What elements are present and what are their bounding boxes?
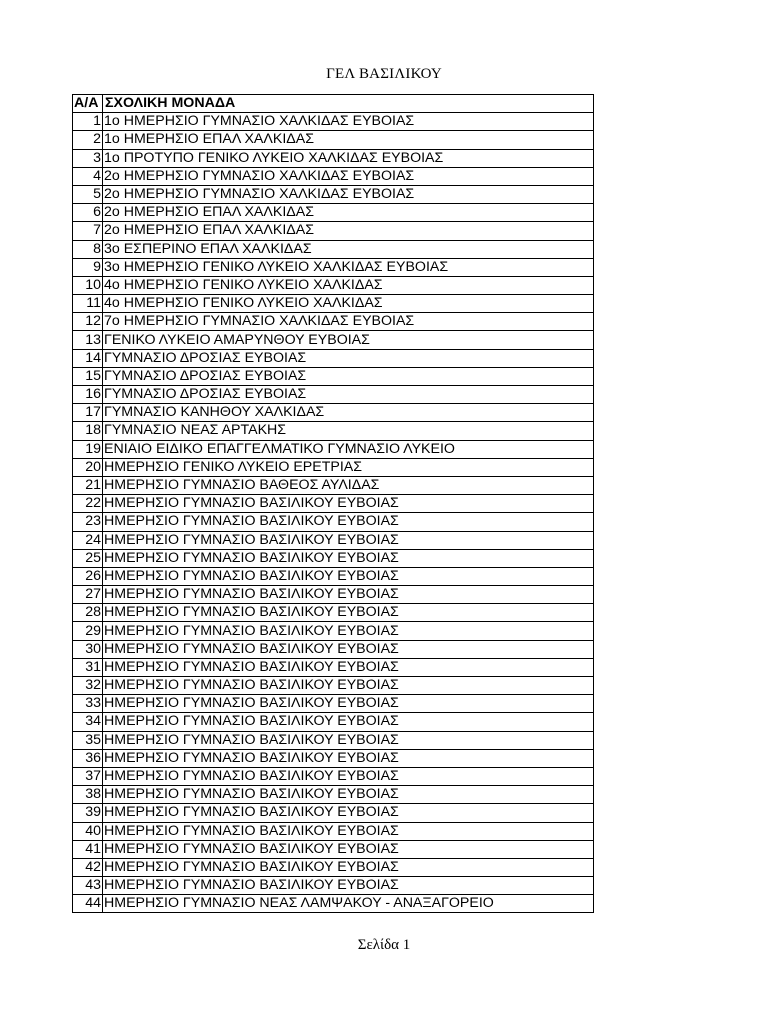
row-number: 37 <box>73 767 103 785</box>
row-number: 32 <box>73 677 103 695</box>
table-row <box>73 440 594 458</box>
row-number: 15 <box>73 367 103 385</box>
row-number: 12 <box>73 313 103 331</box>
row-number: 16 <box>73 386 103 404</box>
school-name: 1ο ΗΜΕΡΗΣΙΟ ΓΥΜΝΑΣΙΟ ΧΑΛΚΙΔΑΣ ΕΥΒΟΙΑΣ <box>103 113 594 131</box>
school-name: ΗΜΕΡΗΣΙΟ ΓΥΜΝΑΣΙΟ ΒΑΣΙΛΙΚΟΥ ΕΥΒΟΙΑΣ <box>103 695 594 713</box>
school-name: ΗΜΕΡΗΣΙΟ ΓΥΜΝΑΣΙΟ ΒΑΣΙΛΙΚΟΥ ΕΥΒΟΙΑΣ <box>103 858 594 876</box>
row-number: 33 <box>73 695 103 713</box>
row-number: 14 <box>73 349 103 367</box>
school-name: ΗΜΕΡΗΣΙΟ ΓΥΜΝΑΣΙΟ ΒΑΣΙΛΙΚΟΥ ΕΥΒΟΙΑΣ <box>103 749 594 767</box>
school-name: ΓΥΜΝΑΣΙΟ ΚΑΝΗΘΟΥ ΧΑΛΚΙΔΑΣ <box>103 404 594 422</box>
school-name: ΕΝΙΑΙΟ ΕΙΔΙΚΟ ΕΠΑΓΓΕΛΜΑΤΙΚΟ ΓΥΜΝΑΣΙΟ ΛΥΚΕΙΟ <box>103 440 594 458</box>
row-number: 42 <box>73 858 103 876</box>
school-name: ΗΜΕΡΗΣΙΟ ΓΥΜΝΑΣΙΟ ΒΑΣΙΛΙΚΟΥ ΕΥΒΟΙΑΣ <box>103 513 594 531</box>
table-row <box>73 331 594 349</box>
row-number: 19 <box>73 440 103 458</box>
row-number: 29 <box>73 622 103 640</box>
row-number: 28 <box>73 604 103 622</box>
row-number: 7 <box>73 222 103 240</box>
table-row <box>73 858 594 876</box>
column-header-school-unit: ΣΧΟΛΙΚΗ ΜΟΝΑΔΑ <box>103 95 594 113</box>
school-name: ΗΜΕΡΗΣΙΟ ΓΕΝΙΚΟ ΛΥΚΕΙΟ ΕΡΕΤΡΙΑΣ <box>103 458 594 476</box>
row-number: 6 <box>73 204 103 222</box>
row-number: 38 <box>73 786 103 804</box>
table-row <box>73 149 594 167</box>
table-row <box>73 877 594 895</box>
row-number: 25 <box>73 549 103 567</box>
row-number: 21 <box>73 476 103 494</box>
table-row <box>73 422 594 440</box>
table-row <box>73 185 594 203</box>
table-row <box>73 204 594 222</box>
row-number: 43 <box>73 877 103 895</box>
row-number: 44 <box>73 895 103 913</box>
school-name: ΗΜΕΡΗΣΙΟ ΓΥΜΝΑΣΙΟ ΒΑΣΙΛΙΚΟΥ ΕΥΒΟΙΑΣ <box>103 604 594 622</box>
school-name: ΗΜΕΡΗΣΙΟ ΓΥΜΝΑΣΙΟ ΒΑΣΙΛΙΚΟΥ ΕΥΒΟΙΑΣ <box>103 658 594 676</box>
row-number: 3 <box>73 149 103 167</box>
table-row <box>73 222 594 240</box>
table-row <box>73 531 594 549</box>
school-name: ΓΥΜΝΑΣΙΟ ΔΡΟΣΙΑΣ ΕΥΒΟΙΑΣ <box>103 386 594 404</box>
school-name: ΓΥΜΝΑΣΙΟ ΝΕΑΣ ΑΡΤΑΚΗΣ <box>103 422 594 440</box>
table-row <box>73 476 594 494</box>
table-row <box>73 513 594 531</box>
row-number: 36 <box>73 749 103 767</box>
school-name: ΓΥΜΝΑΣΙΟ ΔΡΟΣΙΑΣ ΕΥΒΟΙΑΣ <box>103 367 594 385</box>
table-header-row <box>73 95 594 113</box>
school-name: ΗΜΕΡΗΣΙΟ ΓΥΜΝΑΣΙΟ ΒΑΣΙΛΙΚΟΥ ΕΥΒΟΙΑΣ <box>103 640 594 658</box>
school-name: ΗΜΕΡΗΣΙΟ ΓΥΜΝΑΣΙΟ ΒΑΣΙΛΙΚΟΥ ΕΥΒΟΙΑΣ <box>103 531 594 549</box>
row-number: 8 <box>73 240 103 258</box>
school-name: ΗΜΕΡΗΣΙΟ ΓΥΜΝΑΣΙΟ ΒΑΣΙΛΙΚΟΥ ΕΥΒΟΙΑΣ <box>103 567 594 585</box>
table-row <box>73 586 594 604</box>
table-row <box>73 313 594 331</box>
school-name: ΗΜΕΡΗΣΙΟ ΓΥΜΝΑΣΙΟ ΒΑΣΙΛΙΚΟΥ ΕΥΒΟΙΑΣ <box>103 731 594 749</box>
row-number: 18 <box>73 422 103 440</box>
row-number: 20 <box>73 458 103 476</box>
table-row <box>73 767 594 785</box>
row-number: 2 <box>73 131 103 149</box>
school-name: ΗΜΕΡΗΣΙΟ ΓΥΜΝΑΣΙΟ ΝΕΑΣ ΛΑΜΨΑΚΟΥ - ΑΝΑΞΑΓΟΡΕΙΟ <box>103 895 594 913</box>
school-name: 3ο ΕΣΠΕΡΙΝΟ ΕΠΑΛ ΧΑΛΚΙΔΑΣ <box>103 240 594 258</box>
table-row <box>73 713 594 731</box>
table-row <box>73 786 594 804</box>
school-name: ΗΜΕΡΗΣΙΟ ΓΥΜΝΑΣΙΟ ΒΑΣΙΛΙΚΟΥ ΕΥΒΟΙΑΣ <box>103 713 594 731</box>
table-row <box>73 131 594 149</box>
row-number: 41 <box>73 840 103 858</box>
table-row <box>73 167 594 185</box>
row-number: 1 <box>73 113 103 131</box>
schools-table <box>72 94 594 913</box>
school-name: ΗΜΕΡΗΣΙΟ ΓΥΜΝΑΣΙΟ ΒΑΣΙΛΙΚΟΥ ΕΥΒΟΙΑΣ <box>103 622 594 640</box>
table-row <box>73 622 594 640</box>
table-row <box>73 604 594 622</box>
row-number: 24 <box>73 531 103 549</box>
school-name: 2ο ΗΜΕΡΗΣΙΟ ΕΠΑΛ ΧΑΛΚΙΔΑΣ <box>103 204 594 222</box>
school-name: ΗΜΕΡΗΣΙΟ ΓΥΜΝΑΣΙΟ ΒΑΣΙΛΙΚΟΥ ΕΥΒΟΙΑΣ <box>103 877 594 895</box>
row-number: 4 <box>73 167 103 185</box>
column-header-number: Α/Α <box>73 95 103 113</box>
school-name: 3ο ΗΜΕΡΗΣΙΟ ΓΕΝΙΚΟ ΛΥΚΕΙΟ ΧΑΛΚΙΔΑΣ ΕΥΒΟΙΑΣ <box>103 258 594 276</box>
table-row <box>73 822 594 840</box>
table-row <box>73 113 594 131</box>
row-number: 10 <box>73 276 103 294</box>
school-name: 2ο ΗΜΕΡΗΣΙΟ ΕΠΑΛ ΧΑΛΚΙΔΑΣ <box>103 222 594 240</box>
row-number: 22 <box>73 495 103 513</box>
page-number: Σελίδα 1 <box>357 937 411 953</box>
school-name: 7ο ΗΜΕΡΗΣΙΟ ΓΥΜΝΑΣΙΟ ΧΑΛΚΙΔΑΣ ΕΥΒΟΙΑΣ <box>103 313 594 331</box>
school-name: ΗΜΕΡΗΣΙΟ ΓΥΜΝΑΣΙΟ ΒΑΣΙΛΙΚΟΥ ΕΥΒΟΙΑΣ <box>103 786 594 804</box>
school-name: ΗΜΕΡΗΣΙΟ ΓΥΜΝΑΣΙΟ ΒΑΣΙΛΙΚΟΥ ΕΥΒΟΙΑΣ <box>103 586 594 604</box>
row-number: 23 <box>73 513 103 531</box>
school-name: 1ο ΠΡΟΤΥΠΟ ΓΕΝΙΚΟ ΛΥΚΕΙΟ ΧΑΛΚΙΔΑΣ ΕΥΒΟΙΑΣ <box>103 149 594 167</box>
school-name: 2ο ΗΜΕΡΗΣΙΟ ΓΥΜΝΑΣΙΟ ΧΑΛΚΙΔΑΣ ΕΥΒΟΙΑΣ <box>103 167 594 185</box>
row-number: 40 <box>73 822 103 840</box>
row-number: 13 <box>73 331 103 349</box>
school-name: 4ο ΗΜΕΡΗΣΙΟ ΓΕΝΙΚΟ ΛΥΚΕΙΟ ΧΑΛΚΙΔΑΣ <box>103 276 594 294</box>
school-name: ΗΜΕΡΗΣΙΟ ΓΥΜΝΑΣΙΟ ΒΑΣΙΛΙΚΟΥ ΕΥΒΟΙΑΣ <box>103 767 594 785</box>
table-row <box>73 895 594 913</box>
table-row <box>73 749 594 767</box>
table-row <box>73 549 594 567</box>
school-name: ΗΜΕΡΗΣΙΟ ΓΥΜΝΑΣΙΟ ΒΑΣΙΛΙΚΟΥ ΕΥΒΟΙΑΣ <box>103 822 594 840</box>
row-number: 31 <box>73 658 103 676</box>
row-number: 5 <box>73 185 103 203</box>
school-name: ΗΜΕΡΗΣΙΟ ΓΥΜΝΑΣΙΟ ΒΑΣΙΛΙΚΟΥ ΕΥΒΟΙΑΣ <box>103 495 594 513</box>
table-row <box>73 695 594 713</box>
row-number: 30 <box>73 640 103 658</box>
school-name: ΓΕΝΙΚΟ ΛΥΚΕΙΟ ΑΜΑΡΥΝΘΟΥ ΕΥΒΟΙΑΣ <box>103 331 594 349</box>
table-row <box>73 240 594 258</box>
table-row <box>73 295 594 313</box>
table-row <box>73 640 594 658</box>
school-name: ΗΜΕΡΗΣΙΟ ΓΥΜΝΑΣΙΟ ΒΑΣΙΛΙΚΟΥ ΕΥΒΟΙΑΣ <box>103 549 594 567</box>
table-row <box>73 840 594 858</box>
table-row <box>73 386 594 404</box>
row-number: 11 <box>73 295 103 313</box>
school-name: ΗΜΕΡΗΣΙΟ ΓΥΜΝΑΣΙΟ ΒΑΘΕΟΣ ΑΥΛΙΔΑΣ <box>103 476 594 494</box>
row-number: 26 <box>73 567 103 585</box>
table-row <box>73 349 594 367</box>
row-number: 39 <box>73 804 103 822</box>
table-row <box>73 495 594 513</box>
table-row <box>73 567 594 585</box>
table-row <box>73 367 594 385</box>
school-name: 2ο ΗΜΕΡΗΣΙΟ ΓΥΜΝΑΣΙΟ ΧΑΛΚΙΔΑΣ ΕΥΒΟΙΑΣ <box>103 185 594 203</box>
row-number: 27 <box>73 586 103 604</box>
school-name: ΗΜΕΡΗΣΙΟ ΓΥΜΝΑΣΙΟ ΒΑΣΙΛΙΚΟΥ ΕΥΒΟΙΑΣ <box>103 840 594 858</box>
page-title: ΓΕΛ ΒΑΣΙΛΙΚΟΥ <box>326 66 442 82</box>
row-number: 9 <box>73 258 103 276</box>
school-name: 4ο ΗΜΕΡΗΣΙΟ ΓΕΝΙΚΟ ΛΥΚΕΙΟ ΧΑΛΚΙΔΑΣ <box>103 295 594 313</box>
school-name: ΗΜΕΡΗΣΙΟ ΓΥΜΝΑΣΙΟ ΒΑΣΙΛΙΚΟΥ ΕΥΒΟΙΑΣ <box>103 677 594 695</box>
school-name: 1ο ΗΜΕΡΗΣΙΟ ΕΠΑΛ ΧΑΛΚΙΔΑΣ <box>103 131 594 149</box>
table-row <box>73 658 594 676</box>
table-row <box>73 404 594 422</box>
table-body <box>73 113 594 913</box>
table-row <box>73 258 594 276</box>
school-name: ΓΥΜΝΑΣΙΟ ΔΡΟΣΙΑΣ ΕΥΒΟΙΑΣ <box>103 349 594 367</box>
table-row <box>73 731 594 749</box>
table-row <box>73 276 594 294</box>
school-name: ΗΜΕΡΗΣΙΟ ΓΥΜΝΑΣΙΟ ΒΑΣΙΛΙΚΟΥ ΕΥΒΟΙΑΣ <box>103 804 594 822</box>
table-row <box>73 458 594 476</box>
row-number: 35 <box>73 731 103 749</box>
table-row <box>73 804 594 822</box>
row-number: 34 <box>73 713 103 731</box>
row-number: 17 <box>73 404 103 422</box>
table-row <box>73 677 594 695</box>
